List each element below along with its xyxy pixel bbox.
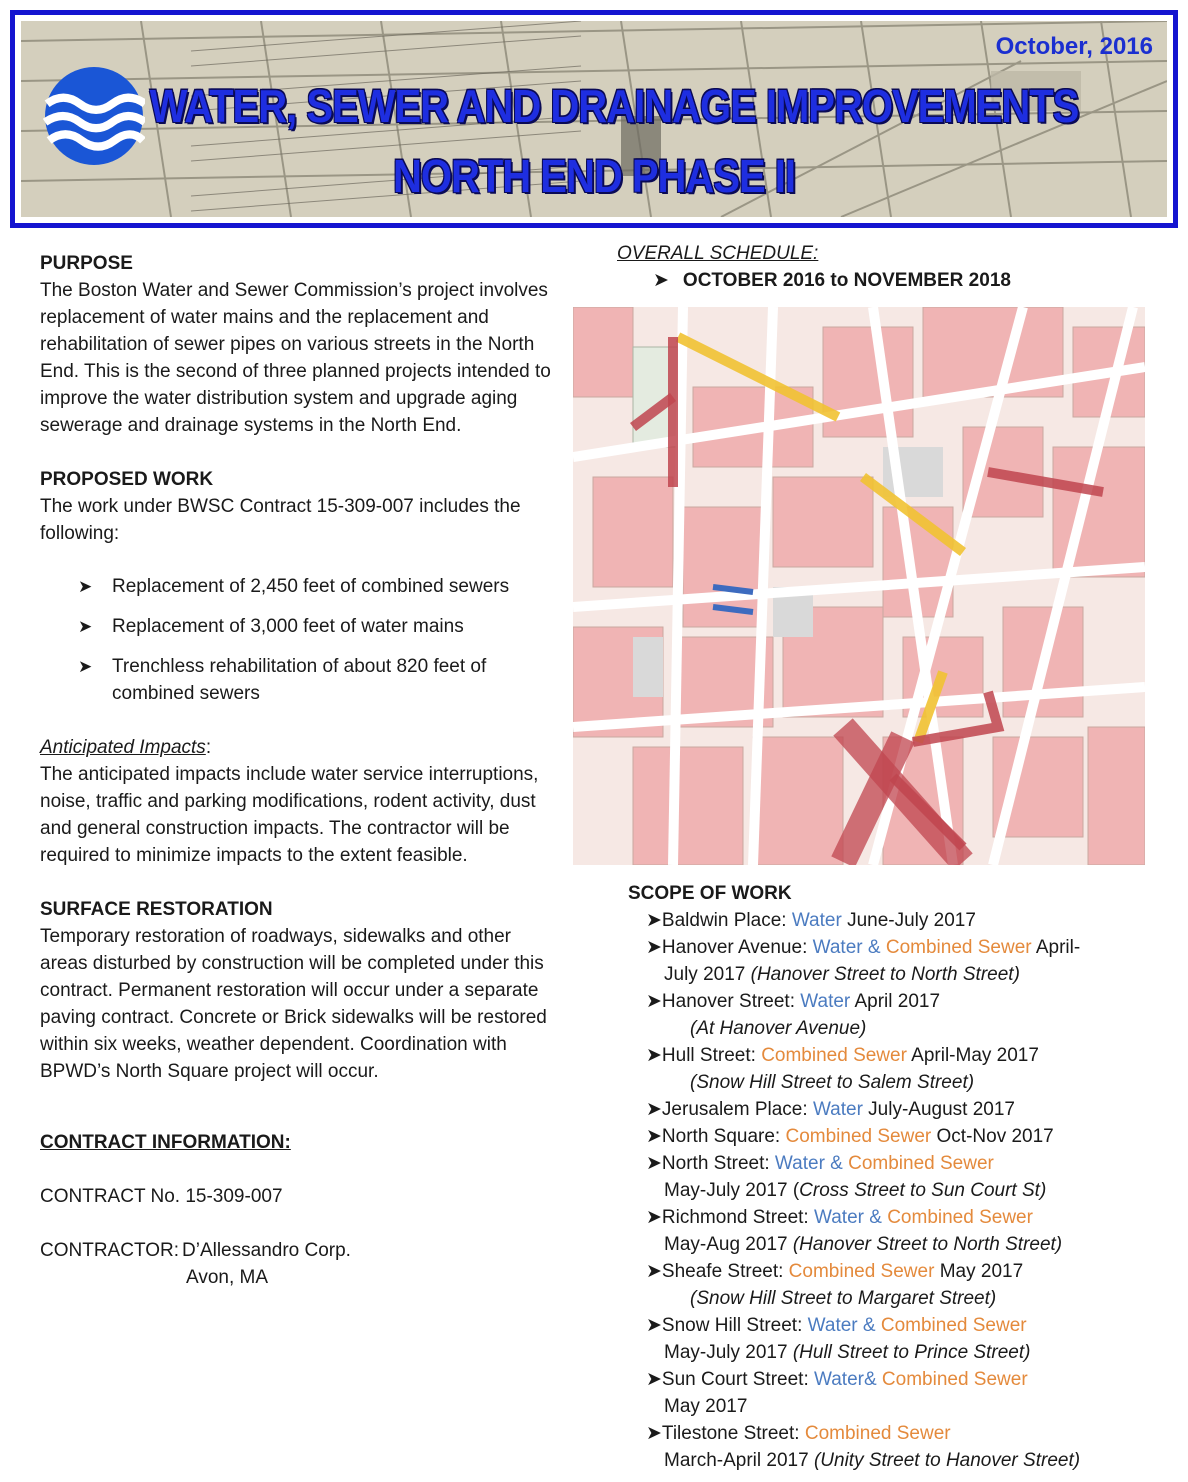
proposed-work-list xyxy=(78,573,552,707)
arrowhead-bullet-icon: ➤ xyxy=(653,270,669,291)
list-item: ➤ Replacement of 2,450 feet of combined sewers xyxy=(78,573,552,600)
purpose-text: The Boston Water and Sewer Commission’s project involves replacement of water mains and the replacement and rehabilitation of sewer pipes on various streets in the North End. This is the second of three planned projects intended to improve the water distribution system and upgrade aging sewerage and drainage systems in the North End. xyxy=(40,280,551,436)
arrowhead-bullet-icon: ➤ xyxy=(78,577,93,596)
contractor-label: CONTRACTOR: xyxy=(40,1240,179,1261)
restoration-heading: SURFACE RESTORATION xyxy=(40,899,273,920)
contractor-block xyxy=(40,1237,552,1291)
schedule-label: OVERALL SCHEDULE: xyxy=(617,243,819,264)
scope-of-work xyxy=(628,880,1168,1474)
arrowhead-bullet-icon: ➤ xyxy=(78,657,93,676)
scope-item-tilestone-street: ➤Tilestone Street: Combined Sewer March-April 2017 (Unity Street to Hanover Street) xyxy=(646,1423,1081,1471)
impacts-heading: Anticipated Impacts xyxy=(40,737,206,758)
list-item: ➤ Replacement of 3,000 feet of water mains xyxy=(78,613,552,640)
list-item: ➤ Trenchless rehabilitation of about 820 feet of combined sewers xyxy=(78,653,552,707)
contract-number: CONTRACT No. 15-309-007 xyxy=(40,1186,283,1207)
contractor-name: D’Allessandro Corp. xyxy=(182,1240,351,1261)
scope-heading: SCOPE OF WORK xyxy=(628,883,792,904)
schedule-range: OCTOBER 2016 to NOVEMBER 2018 xyxy=(682,270,1011,291)
issue-date: October, 2016 xyxy=(995,33,1153,60)
scope-item-hanover-avenue: ➤Hanover Avenue: Water & Combined Sewer April- July 2017 (Hanover Street to North Street) xyxy=(646,937,1081,985)
impacts-text: The anticipated impacts include water service interruptions, noise, traffic and parking modifications, rodent activity, dust and general construction impacts. The contractor will be required to minimize impacts to the extent feasible. xyxy=(40,764,539,866)
scope-item-jerusalem-place: ➤Jerusalem Place: Water July-August 2017 xyxy=(646,1099,1015,1120)
scope-item-hull-street: ➤Hull Street: Combined Sewer April-May 2017 (Snow Hill Street to Salem Street) xyxy=(646,1045,1039,1093)
scope-item-snow-hill-street: ➤Snow Hill Street: Water & Combined Sewer May-July 2017 (Hull Street to Prince Street) xyxy=(646,1315,1031,1363)
purpose-heading: PURPOSE xyxy=(40,253,133,274)
scope-item-sheafe-street: ➤Sheafe Street: Combined Sewer May 2017 (Snow Hill Street to Margaret Street) xyxy=(646,1261,1024,1309)
restoration-text: Temporary restoration of roadways, sidewalks and other areas disturbed by construction will be completed under this contract. Permanent restoration will occur under a separate paving contract. Concrete or Brick sidewalks will be restored within six weeks, weather dependent. Coordination with BPWD’s North Square project will occur. xyxy=(40,926,547,1082)
page-title: WATER, SEWER AND DRAINAGE IMPROVEMENTS xyxy=(149,81,1079,133)
arrowhead-bullet-icon: ➤ xyxy=(78,617,93,636)
contract-heading: CONTRACT INFORMATION: xyxy=(40,1132,291,1153)
page-subtitle: NORTH END PHASE II xyxy=(392,151,796,203)
banner-background xyxy=(21,21,1167,217)
scope-item-baldwin-place: ➤Baldwin Place: Water June-July 2017 xyxy=(646,910,976,931)
scope-item-north-street: ➤North Street: Water & Combined Sewer May-July 2017 (Cross Street to Sun Court St) xyxy=(646,1153,1047,1201)
scope-item-richmond-street: ➤Richmond Street: Water & Combined Sewer May-Aug 2017 (Hanover Street to North Street) xyxy=(646,1207,1063,1255)
left-column xyxy=(40,250,552,1291)
scope-item-north-square: ➤North Square: Combined Sewer Oct-Nov 2017 xyxy=(646,1126,1054,1147)
scope-item-sun-court-street: ➤Sun Court Street: Water& Combined Sewer May 2017 xyxy=(646,1369,1028,1417)
project-area-map xyxy=(573,307,1145,865)
scope-item-hanover-street: ➤Hanover Street: Water April 2017 (At Hanover Avenue) xyxy=(646,991,941,1039)
street-map xyxy=(573,307,1145,865)
impacts-heading-line: Anticipated Impacts: xyxy=(40,737,212,758)
overall-schedule xyxy=(617,243,1011,292)
contractor-city: Avon, MA xyxy=(186,1267,269,1288)
header-banner xyxy=(10,10,1178,228)
proposed-work-heading: PROPOSED WORK xyxy=(40,469,214,490)
proposed-work-text: The work under BWSC Contract 15-309-007 includes the following: xyxy=(40,496,521,544)
